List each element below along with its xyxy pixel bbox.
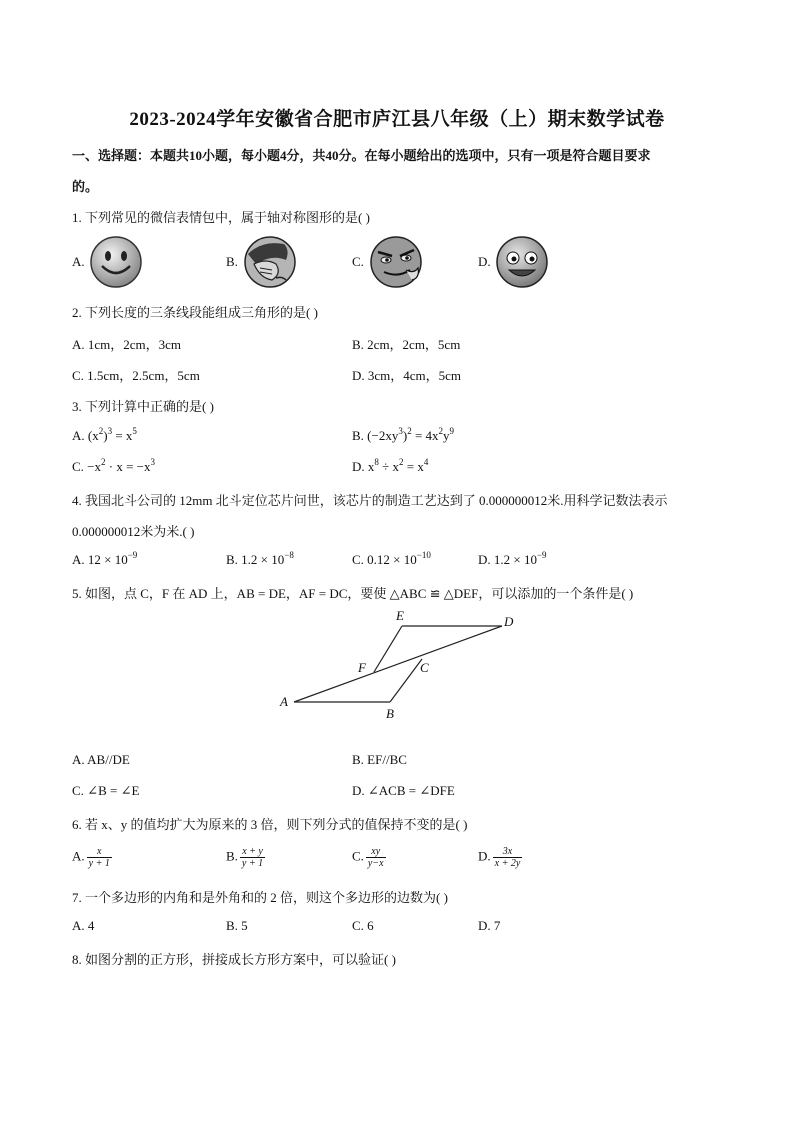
q3-stem: 3. 下列计算中正确的是( ) (72, 399, 214, 414)
q5-option-c: C. ∠B = ∠E (72, 783, 140, 798)
q1-label-c: C. (352, 254, 364, 269)
q4-stem-line1: 4. 我国北斗公司的 12mm 北斗定位芯片问世，该芯片的制造工艺达到了 0.000000012米.用科学记数法表示 (72, 493, 668, 508)
q5-option-b: B. EF//BC (352, 752, 407, 767)
point-c-label: C (420, 660, 429, 675)
q2-option-b: B. 2cm，2cm，5cm (352, 337, 461, 352)
q6-options (72, 846, 732, 872)
page-title: 2023-2024学年安徽省合肥市庐江县八年级（上）期末数学试卷 (129, 109, 665, 130)
q5-geometry-figure (276, 604, 516, 724)
q7-option-d: D. 7 (478, 918, 501, 933)
section-header-line2: 的。 (72, 179, 99, 194)
facepalm-face-icon (242, 234, 298, 290)
q5-option-a: A. AB//DE (72, 752, 130, 767)
q7-options (72, 918, 732, 938)
q3-option-c: C. $-x^2 \cdot x = -x^3$ (72, 457, 156, 474)
q2-options-row1 (72, 334, 732, 354)
q1-options (72, 234, 732, 290)
q5-option-d: D. ∠ACB = ∠DFE (352, 783, 455, 798)
q3-option-a: A. $(x^2)^3 = x^5$ (72, 426, 137, 443)
q7-option-b: B. 5 (226, 918, 248, 933)
q4-option-d: D. $1.2 \times 10^{-9}$ (478, 550, 547, 567)
section-header-line1: 一、选择题：本题共10小题，每小题4分，共40分。在每小题给出的选项中，只有一项是符合题目要求 (72, 148, 651, 163)
q3-option-d: D. $x^8 \div x^2 = x^4$ (352, 457, 429, 474)
q4-stem-line2: 0.000000012米为米.( ) (72, 524, 195, 539)
q5-options-row2 (72, 783, 732, 803)
q3-option-b: B. $(-2xy^3)^2 = 4x^2y^9$ (352, 426, 455, 443)
q4-option-b: B. $1.2 \times 10^{-8}$ (226, 550, 294, 567)
q7-stem: 7. 一个多边形的内角和是外角和的 2 倍，则这个多边形的边数为( ) (72, 890, 448, 905)
q6-option-a: A. $\frac{x}{y + 1}$ (72, 846, 110, 869)
q4-option-a: A. $12 \times 10^{-9}$ (72, 550, 138, 567)
point-d-label: D (504, 614, 514, 629)
q2-stem: 2. 下列长度的三条线段能组成三角形的是( ) (72, 305, 318, 320)
q4-options (72, 552, 732, 572)
q7-option-a: A. 4 (72, 918, 95, 933)
q1-label-d: D. (478, 254, 491, 269)
q1-label-b: B. (226, 254, 238, 269)
q3-options-row2 (72, 459, 732, 479)
q3-options-row1 (72, 428, 732, 448)
q6-stem: 6. 若 x、y 的值均扩大为原来的 3 倍，则下列分式的值保持不变的是( ) (72, 817, 468, 832)
q6-option-b: B. $\frac{x + y}{y + 1}$ (226, 846, 264, 869)
smiley-face-icon (88, 234, 144, 290)
segment-ef (374, 626, 402, 672)
q4-option-c: C. $0.12 \times 10^{-10}$ (352, 550, 431, 567)
point-b-label: B (386, 706, 394, 721)
point-a-label: A (280, 694, 288, 709)
q1-label-a: A. (72, 254, 85, 269)
q6-option-d: D. $\frac{3x}{x + 2y}$ (478, 846, 521, 869)
q5-stem: 5. 如图，点 C，F 在 AD 上，AB = DE，AF = DC，要使 △ABC ≌ △DEF，可以添加的一个条件是( ) (72, 586, 634, 601)
q8-stem: 8. 如图分割的正方形，拼接成长方形方案中，可以验证( ) (72, 952, 396, 967)
grin-face-icon (494, 234, 550, 290)
q2-option-a: A. 1cm，2cm，3cm (72, 337, 182, 352)
point-e-label: E (396, 608, 404, 623)
q7-option-c: C. 6 (352, 918, 374, 933)
q2-option-d: D. 3cm，4cm，5cm (352, 368, 462, 383)
q5-options-row1 (72, 752, 732, 772)
q2-option-c: C. 1.5cm，2.5cm，5cm (72, 368, 200, 383)
q1-stem: 1. 下列常见的微信表情包中，属于轴对称图形的是( ) (72, 210, 370, 225)
point-f-label: F (358, 660, 366, 675)
q6-option-c: C. $\frac{xy}{y-x}$ (352, 846, 384, 869)
q2-options-row2 (72, 365, 732, 385)
smirk-face-icon (368, 234, 424, 290)
